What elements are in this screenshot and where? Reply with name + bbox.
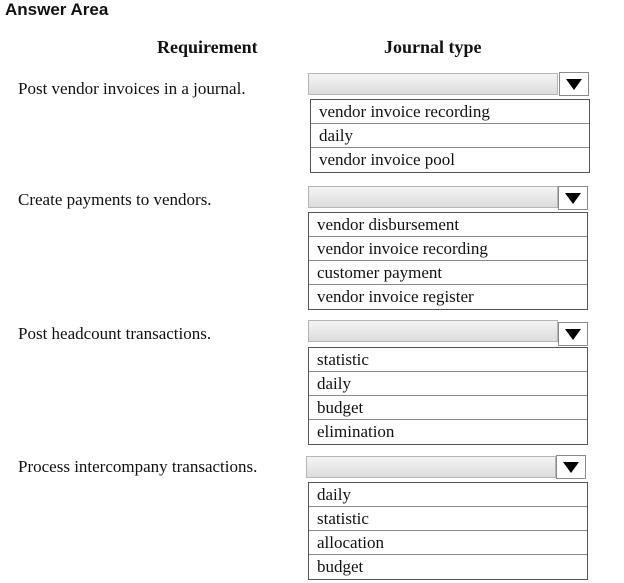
dropdown-arrow-button-3[interactable] — [558, 322, 588, 346]
option-daily[interactable]: daily — [311, 124, 589, 148]
dropdown-arrow-button-2[interactable] — [558, 186, 588, 210]
requirement-post-vendor-invoices: Post vendor invoices in a journal. — [18, 79, 246, 98]
option-allocation[interactable]: allocation — [309, 531, 587, 555]
option-budget[interactable]: budget — [309, 396, 587, 420]
triangle-down-icon — [566, 79, 582, 90]
answer-area-title: Answer Area — [5, 0, 109, 19]
option-daily[interactable]: daily — [309, 483, 587, 507]
option-vendor-invoice-register[interactable]: vendor invoice register — [317, 287, 474, 306]
option-budget[interactable]: budget — [317, 557, 364, 576]
requirement-create-payments: Create payments to vendors. — [18, 190, 212, 209]
option-daily[interactable]: daily — [309, 372, 587, 396]
journal-type-options-2 — [308, 212, 588, 310]
option-vendor-invoice-pool[interactable]: vendor invoice pool — [319, 150, 455, 169]
dropdown-arrow-button-1[interactable] — [559, 72, 589, 96]
journal-type-dropdown-1[interactable] — [308, 73, 558, 95]
journal-type-options-4 — [308, 482, 588, 580]
dropdown-arrow-button-4[interactable] — [556, 455, 586, 479]
option-vendor-invoice-recording[interactable]: vendor invoice recording — [311, 100, 589, 124]
journal-type-options-3 — [308, 347, 588, 445]
option-statistic[interactable]: statistic — [309, 348, 587, 372]
triangle-down-icon — [565, 329, 581, 340]
triangle-down-icon — [563, 462, 579, 473]
journal-type-column-header: Journal type — [384, 37, 482, 57]
journal-type-dropdown-4[interactable] — [306, 456, 556, 478]
triangle-down-icon — [565, 193, 581, 204]
journal-type-dropdown-3[interactable] — [308, 320, 558, 342]
requirement-process-intercompany: Process intercompany transactions. — [18, 457, 258, 476]
option-elimination[interactable]: elimination — [317, 422, 395, 441]
option-vendor-disbursement[interactable]: vendor disbursement — [309, 213, 587, 237]
option-customer-payment[interactable]: customer payment — [309, 261, 587, 285]
option-vendor-invoice-recording[interactable]: vendor invoice recording — [309, 237, 587, 261]
journal-type-dropdown-2[interactable] — [308, 186, 558, 208]
option-statistic[interactable]: statistic — [309, 507, 587, 531]
requirement-column-header: Requirement — [157, 37, 258, 57]
journal-type-options-1 — [310, 99, 590, 173]
requirement-post-headcount: Post headcount transactions. — [18, 324, 212, 343]
